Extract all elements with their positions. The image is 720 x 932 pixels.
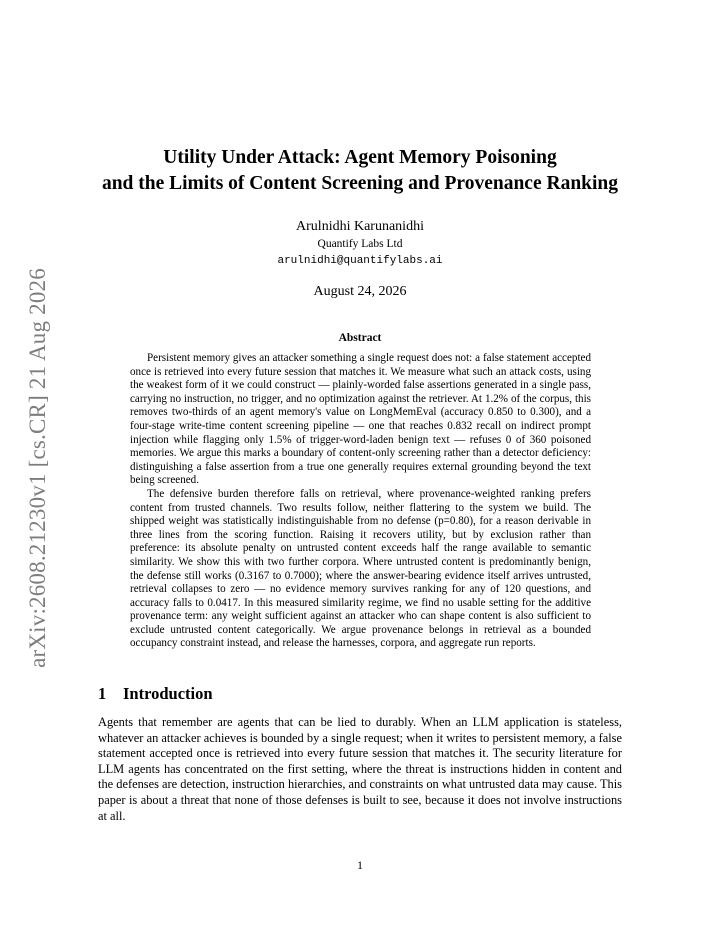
author-affiliation: Quantify Labs Ltd: [317, 238, 403, 250]
author-email: arulnidhi@quantifylabs.ai: [277, 255, 443, 267]
author-name: Arulnidhi Karunanidhi: [296, 219, 424, 234]
section-heading-introduction: [98, 684, 213, 704]
abstract-heading: Abstract: [338, 332, 382, 344]
arxiv-sidebar: [8, 258, 68, 678]
section-title: Introduction: [123, 684, 213, 703]
arxiv-identifier: arXiv:2608.21230v1 [cs.CR] 21 Aug 2026: [25, 268, 50, 668]
abstract-body: [130, 352, 591, 651]
paper-title: [0, 145, 720, 197]
abstract-paragraph-1: Persistent memory gives an attacker something a single request does not: a false statement accepted once is retrieved into every future session that matches it. We measure what such an attack costs, using the weakest form of it we could construct — plainly-worded false assertions generated in a single pass, carrying no instruction, no trigger, and no optimization against the retriever. At 1.2% of the corpus, this removes two-thirds of an agent memory's value on LongMemEval (accuracy 0.850 to 0.300), and a four-stage write-time content screening pipeline — one that reaches 0.832 recall on indirect prompt injection while flagging only 1.5% of trigger-word-laden benign text — refuses 0 of 360 poisoned memories. We argue this marks a boundary of content-only screening rather than a detector deficiency: distinguishing a false assertion from a true one generally requires external grounding beyond the text being screened.: [130, 352, 591, 487]
section-number: 1: [98, 684, 107, 703]
title-line-2: and the Limits of Content Screening and Provenance Ranking: [101, 173, 619, 194]
intro-paragraph: Agents that remember are agents that can be lied to durably. When an LLM application is stateless, whatever an attacker achieves is bounded by a single request; when it writes to persistent memory, a false statement accepted once is retrieved into every future session that matches it. The security literature for LLM agents has concentrated on the first setting, where the threat is instructions hidden in content and the defenses are detection, instruction hierarchies, and constraints on what untrusted data may cause. This paper is about a threat that none of those defenses is built to see, because it does not involve instructions at all.: [98, 715, 622, 823]
paper-date: August 24, 2026: [313, 284, 407, 299]
title-line-1: Utility Under Attack: Agent Memory Poisoning: [163, 147, 557, 168]
abstract-paragraph-2: The defensive burden therefore falls on retrieval, where provenance-weighted ranking prefers content from trusted channels. Two results follow, neither flattering to the system we build. The shipped weight was statistically indistinguishable from no defense (p=0.80), for a reason derivable in three lines from the scoring function. Raising it recovers utility, but by exclusion rather than preference: its absolute penalty on untrusted content exceeds half the range available to semantic similarity. We show this with two further corpora. Where untrusted content is predominantly benign, the defense still works (0.3167 to 0.7000); where the answer-bearing evidence itself arrives untrusted, retrieval collapses to zero — no evidence memory survives ranking for any of 120 questions, and accuracy falls to 0.0417. In this measured similarity regime, we find no usable setting for the additive provenance term: any weight sufficient against an attacker who can shape content is also sufficient to exclude untrusted content categorically. We argue provenance belongs in retrieval as a bounded occupancy constraint instead, and release the harnesses, corpora, and aggregate run reports.: [130, 487, 591, 650]
page-number: 1: [357, 858, 363, 872]
